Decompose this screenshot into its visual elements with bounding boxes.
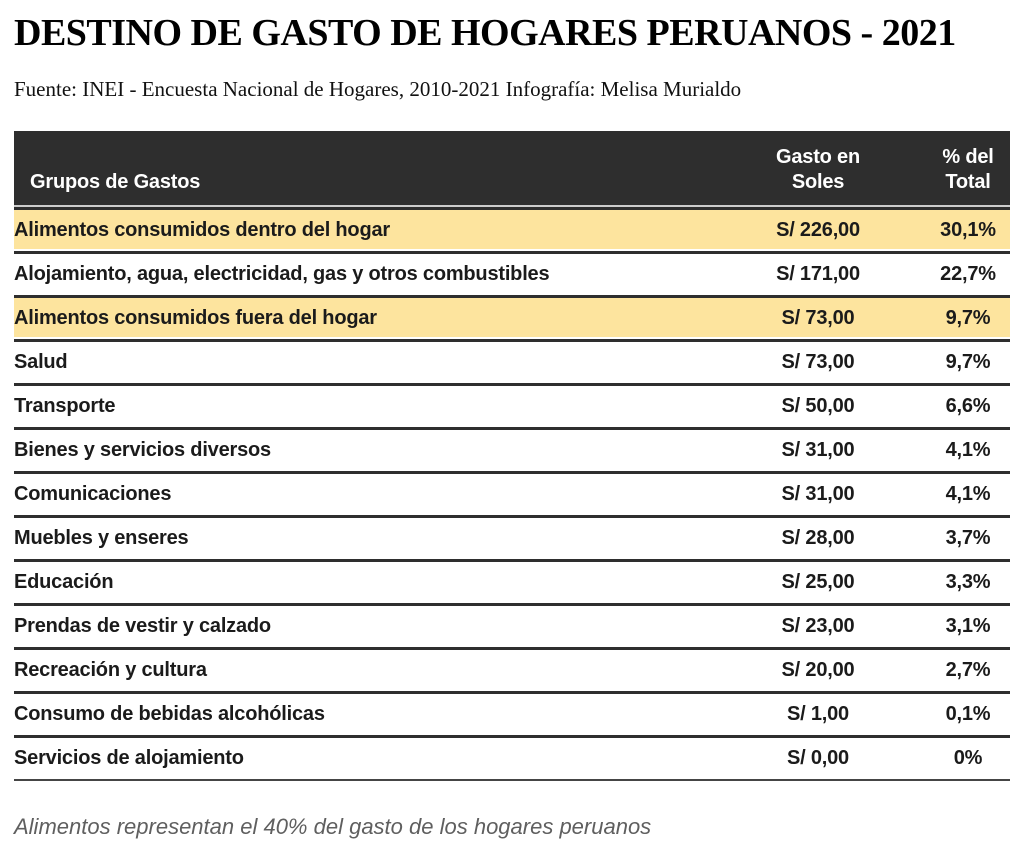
row-pct-value: 22,7% [940,263,996,285]
row-label: Recreación y cultura [14,659,207,681]
row-pct-value: 3,3% [945,571,991,593]
row-gasto-value: S/ 25,00 [781,571,855,593]
table-row [14,298,1010,342]
row-gasto-value: S/ 0,00 [787,747,849,769]
row-gasto-value: S/ 73,00 [781,307,855,329]
row-label: Alimentos consumidos fuera del hogar [14,307,377,329]
row-gasto-value: S/ 28,00 [781,527,855,549]
infographic-page [0,12,1024,841]
row-gasto-value: S/ 20,00 [781,659,855,681]
row-gasto-value: S/ 171,00 [776,263,860,285]
row-label: Educación [14,571,114,593]
table-row [14,606,1010,650]
row-pct-value: 4,1% [945,483,991,505]
table-row [14,562,1010,606]
row-label: Salud [14,351,68,373]
row-label: Consumo de bebidas alcohólicas [14,703,325,725]
column-header-grupos: Grupos de Gastos [30,171,201,193]
row-pct-value: 3,1% [945,615,991,637]
row-gasto-value: S/ 31,00 [781,483,855,505]
row-gasto-value: S/ 31,00 [781,439,855,461]
source-credit: Fuente: INEI - Encuesta Nacional de Hogares, 2010-2021 Infografía: Melisa Murialdo [14,77,742,101]
row-label: Transporte [14,395,116,417]
row-label: Bienes y servicios diversos [14,439,271,461]
column-header-pct: % del Total [942,146,994,193]
table-row [14,254,1010,298]
row-pct-value: 0,1% [945,703,991,725]
row-pct-value: 2,7% [945,659,991,681]
table-row [14,210,1010,254]
row-pct-value: 0% [953,747,983,769]
row-label: Prendas de vestir y calzado [14,615,271,637]
table-row [14,694,1010,738]
row-gasto-value: S/ 1,00 [787,703,849,725]
row-label: Alojamiento, agua, electricidad, gas y otros combustibles [14,263,550,285]
row-pct-value: 9,7% [945,307,991,329]
table-row [14,738,1010,781]
table-row [14,430,1010,474]
row-pct-value: 6,6% [945,395,991,417]
table-row [14,386,1010,430]
expense-table [14,131,1010,781]
table-row [14,342,1010,386]
table-row [14,474,1010,518]
row-label: Muebles y enseres [14,527,189,549]
row-gasto-value: S/ 50,00 [781,395,855,417]
row-pct-value: 3,7% [945,527,991,549]
row-pct-value: 30,1% [940,219,996,241]
table-header-row [14,131,1010,210]
footnote: Alimentos representan el 40% del gasto de los hogares peruanos [14,814,652,839]
table-body [14,210,1010,781]
page-title: DESTINO DE GASTO DE HOGARES PERUANOS - 2021 [14,12,956,54]
row-label: Servicios de alojamiento [14,747,244,769]
table-row [14,650,1010,694]
row-gasto-value: S/ 73,00 [781,351,855,373]
row-label: Comunicaciones [14,483,172,505]
row-gasto-value: S/ 23,00 [781,615,855,637]
row-pct-value: 4,1% [945,439,991,461]
row-label: Alimentos consumidos dentro del hogar [14,219,390,241]
table-row [14,518,1010,562]
row-gasto-value: S/ 226,00 [776,219,860,241]
row-pct-value: 9,7% [945,351,991,373]
column-header-gasto: Gasto en Soles [776,146,860,193]
